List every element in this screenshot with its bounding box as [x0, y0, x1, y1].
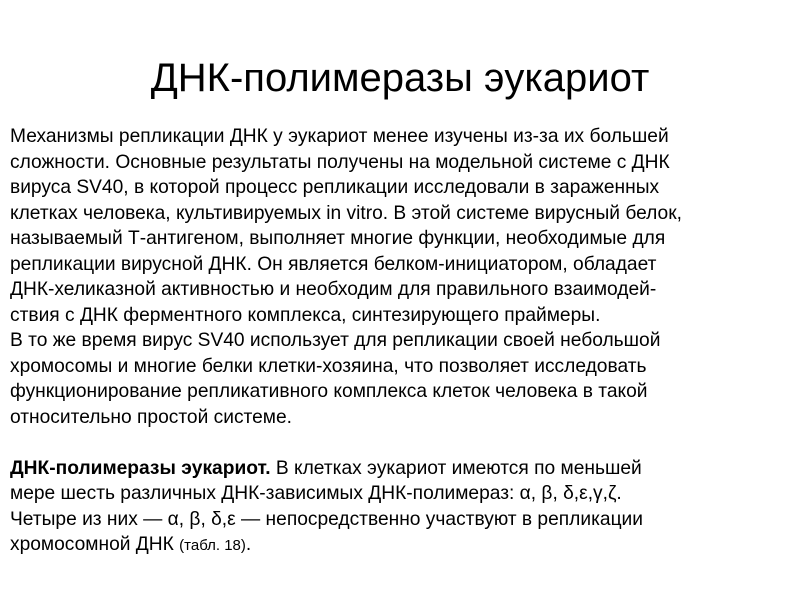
paragraph-text: . [245, 534, 252, 555]
paragraph-spacer [10, 430, 792, 456]
paragraph-line: хромосомы и многие белки клетки-хозяина, что позволяет исследовать [10, 355, 647, 377]
paragraph-line: Механизмы репликации ДНК у эукариот менее изучены из-за их большей [10, 126, 669, 147]
slide-body [10, 124, 792, 559]
table-reference: (табл. 18) [179, 537, 246, 554]
paragraph-line: вируса SV40, в которой процесс репликации исследовали в зараженных [10, 177, 660, 198]
paragraph-line: репликации вирусной ДНК. Он является белком-инициатором, обладает [10, 253, 657, 275]
paragraph-line: мере шесть различных ДНК-зависимых ДНК-полимераз: α, β, δ,ε,γ,ζ. [10, 483, 622, 504]
paragraph-line: называемый Т-антигеном, выполняет многие функции, необходимые для [10, 228, 666, 249]
paragraph-line: относительно простой системе. [10, 406, 292, 428]
paragraph-text: В клетках эукариот имеются по меньшей [275, 457, 642, 479]
paragraph-line: ствия с ДНК ферментного комплекса, синтезирующего праймеры. [10, 304, 601, 326]
paragraph-text: хромосомной ДНК [10, 534, 174, 555]
paragraph-line: сложности. Основные результаты получены на модельной системе с ДНК [10, 151, 670, 173]
slide-title: ДНК-полимеразы эукариот [150, 56, 650, 100]
paragraph-line: В то же время вирус SV40 использует для репликации своей небольшой [10, 330, 661, 351]
paragraph-line: ДНК-хеликазной активностью и необходим для правильного взаимодей- [10, 279, 657, 300]
paragraph-line: клетках человека, культивируемых in vitro. В этой системе вирусный белок, [10, 202, 682, 224]
section-heading: ДНК-полимеразы эукариот. [10, 457, 271, 479]
paragraph-line: Четыре из них — α, β, δ,ε — непосредственно участвуют в репликации [10, 508, 643, 530]
paragraph-line: функционирование репликативного комплекса клеток человека в такой [10, 381, 648, 402]
paragraph-line [10, 456, 792, 482]
paragraph-line [10, 532, 792, 559]
